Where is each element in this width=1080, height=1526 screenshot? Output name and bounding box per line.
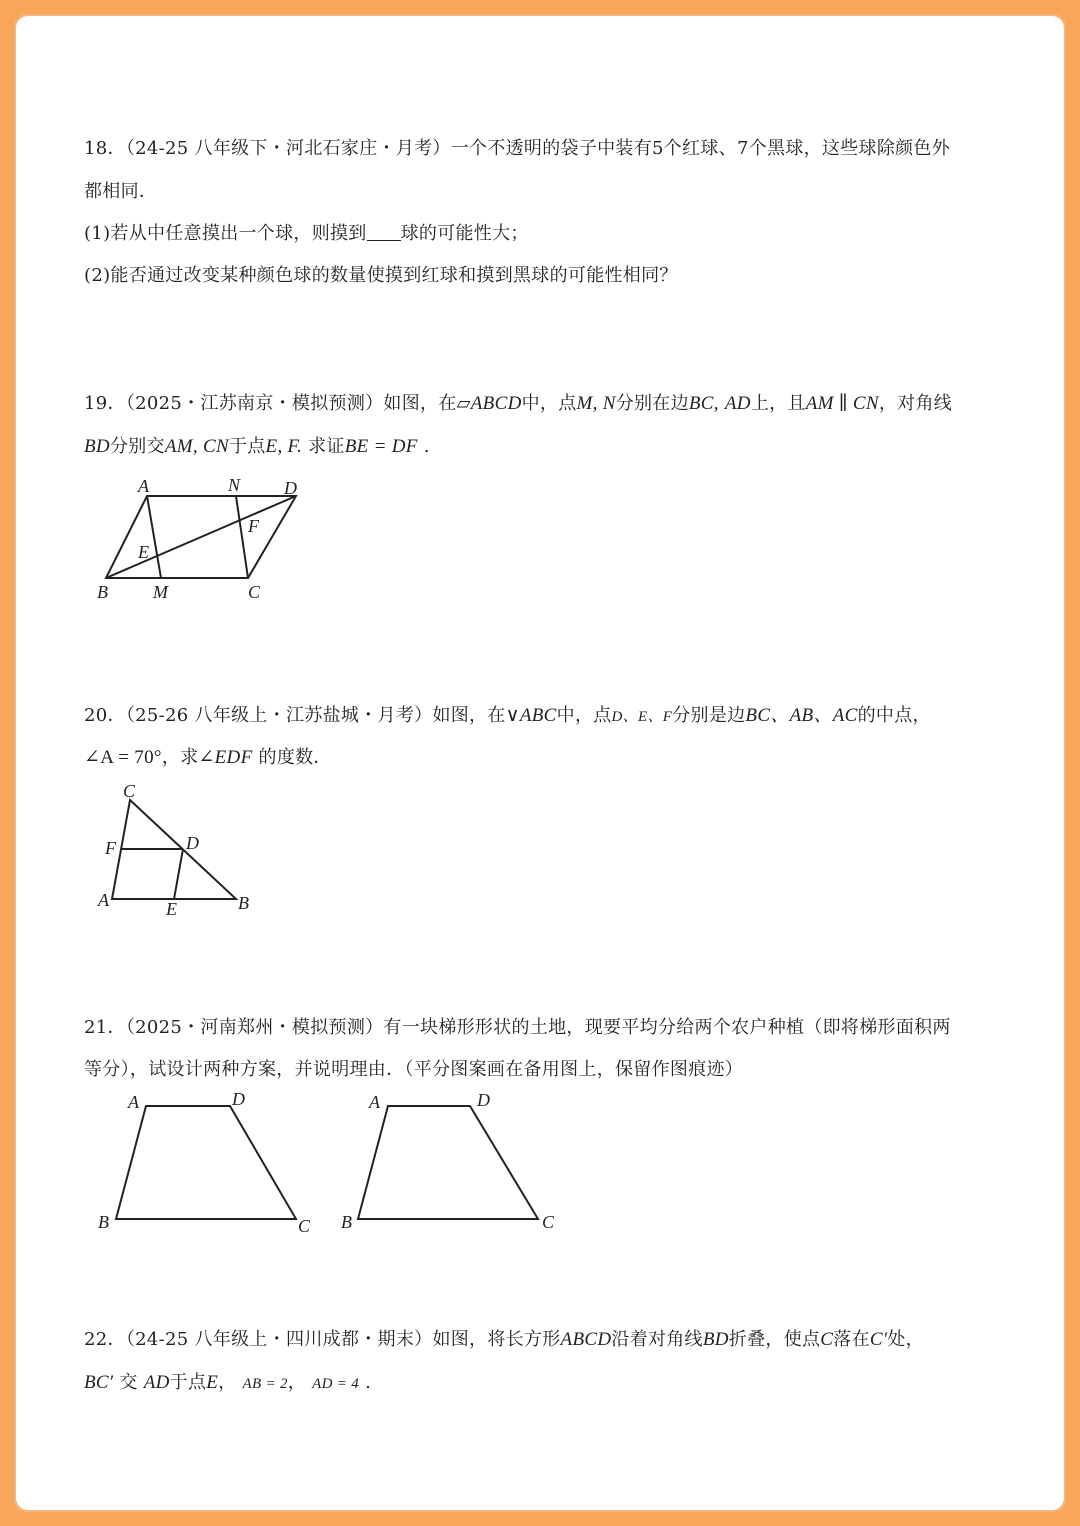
q19-math: AM, CN <box>164 436 229 457</box>
parallelogram-symbol: ▱ <box>456 393 471 414</box>
q18-stem-b: 都相同． <box>84 181 158 202</box>
label-D: D <box>186 833 199 853</box>
q19-text: 分别在边 <box>615 393 689 414</box>
label-D: D <box>284 478 297 498</box>
label-E: E <box>138 542 149 562</box>
label-F: F <box>248 516 259 536</box>
q22-text: 如图，将长方形 <box>432 1329 561 1350</box>
q20-source: （25-26 八年级上・江苏盐城・月考） <box>125 705 433 726</box>
q22-text: . <box>365 1372 372 1393</box>
q19-line-1 <box>84 391 952 417</box>
q19-text: 如图，在 <box>383 393 457 414</box>
q22-text: 处， <box>887 1329 924 1350</box>
q22-math: C <box>820 1329 834 1350</box>
q18-number: 18． <box>84 138 126 159</box>
q19-math: E, F. <box>265 436 303 457</box>
q20-math: BC、AB、AC <box>745 705 858 726</box>
q20-text: 中，点 <box>556 705 612 726</box>
q20-text: ，求 <box>161 747 199 768</box>
q20-text: 的度数． <box>258 747 332 768</box>
label-N: N <box>228 475 241 495</box>
q21-line-1 <box>84 1015 951 1041</box>
q22-math: ABCD <box>560 1329 612 1350</box>
label-C: C <box>298 1216 311 1236</box>
label-A: A <box>138 476 149 496</box>
answer-blank <box>367 222 401 241</box>
q18-part-1 <box>84 221 529 247</box>
q22-line-1 <box>84 1327 924 1353</box>
label-C: C <box>542 1212 555 1232</box>
q19-number: 19． <box>84 393 126 414</box>
q22-math: C′ <box>869 1329 888 1350</box>
q22-number: 22． <box>84 1329 126 1350</box>
label-C: C <box>248 582 261 602</box>
q18-source: （24-25 八年级下・河北石家庄・月考） <box>125 138 451 159</box>
label-B: B <box>98 1212 109 1232</box>
label-B: B <box>341 1212 352 1232</box>
q22-text: ， <box>287 1372 307 1393</box>
q19-source: （2025・江苏南京・模拟预测） <box>125 393 384 414</box>
q21-line-2 <box>84 1057 743 1083</box>
q21-stem-a: 有一块梯形形状的土地，现要平均分给两个农户种植（即将梯形面积两 <box>383 1017 951 1038</box>
q21-stem-b: 等分），试设计两种方案，并说明理由．（平分图案画在备用图上，保留作图痕迹） <box>84 1059 744 1080</box>
q22-math: E <box>206 1372 219 1393</box>
q22-text: 于点 <box>169 1372 207 1393</box>
label-D: D <box>477 1090 490 1110</box>
q19-text: 于点 <box>228 436 266 457</box>
q22-math: BD <box>702 1329 729 1350</box>
q18-line-2 <box>84 179 157 205</box>
q19-line-2 <box>84 434 430 460</box>
q19-text: 分别交 <box>109 436 165 457</box>
q18-part-1-b: 球的可能性大； <box>400 223 529 244</box>
q19-text: . <box>423 436 430 457</box>
label-B: B <box>238 893 249 913</box>
q18-line-1 <box>84 136 950 162</box>
q22-math: BC′ <box>84 1372 114 1393</box>
q21-source: （2025・河南郑州・模拟预测） <box>125 1017 384 1038</box>
q19-text: ，对角线 <box>878 393 953 414</box>
q19-math: BE = DF <box>344 436 418 457</box>
q21-number: 21． <box>84 1017 126 1038</box>
q19-math: AM ∥ CN <box>805 393 879 414</box>
q20-text: 的中点， <box>857 705 931 726</box>
q19-math: ABCD <box>470 393 522 414</box>
q22-math: AB = 2 <box>242 1376 288 1392</box>
q19-math: BC, <box>688 393 719 414</box>
q20-text: 分别是边 <box>672 705 746 726</box>
q22-text: 折叠，使点 <box>728 1329 821 1350</box>
q20-number: 20． <box>84 705 126 726</box>
q19-text: 上，且 <box>750 393 806 414</box>
label-A: A <box>369 1092 380 1112</box>
q20-math: ∨ABC <box>505 705 557 726</box>
q18-part-1-a: (1)若从中任意摸出一个球，则摸到 <box>84 223 367 244</box>
q22-text: 交 <box>119 1372 138 1393</box>
q22-text: 沿着对角线 <box>611 1329 703 1350</box>
q18-stem-a: 一个不透明的袋子中装有5个红球、7个黑球，这些球除颜色外 <box>450 138 951 159</box>
label-F: F <box>105 838 116 858</box>
q22-text: ， <box>218 1372 237 1393</box>
q20-math: ∠EDF <box>198 747 253 768</box>
q20-line-2 <box>84 745 332 771</box>
label-A: A <box>98 890 109 910</box>
q18-part-2-text: (2)能否通过改变某种颜色球的数量使摸到红球和摸到黑球的可能性相同？ <box>84 265 678 286</box>
q20-math: D、E、F <box>611 709 673 725</box>
q22-math: AD <box>143 1372 170 1393</box>
label-D: D <box>232 1089 245 1109</box>
q19-math: AD <box>724 393 751 414</box>
q22-math: AD = 4 <box>312 1376 360 1392</box>
label-E: E <box>166 899 177 919</box>
label-C: C <box>123 781 136 801</box>
label-A: A <box>128 1092 139 1112</box>
q22-source: （24-25 八年级上・四川成都・期末） <box>125 1329 433 1350</box>
q20-line-1 <box>84 703 931 730</box>
q22-line-2 <box>84 1370 371 1397</box>
q19-text: 求证 <box>308 436 345 457</box>
label-B: B <box>97 582 108 602</box>
q19-text: 中，点 <box>521 393 577 414</box>
q20-math: ∠A = 70° <box>84 747 162 768</box>
q22-text: 落在 <box>833 1329 870 1350</box>
q20-text: 如图，在 <box>432 705 506 726</box>
q19-math: M, N <box>576 393 616 414</box>
q18-part-2 <box>84 263 678 289</box>
label-M: M <box>153 582 168 602</box>
q19-math: BD <box>84 436 110 457</box>
